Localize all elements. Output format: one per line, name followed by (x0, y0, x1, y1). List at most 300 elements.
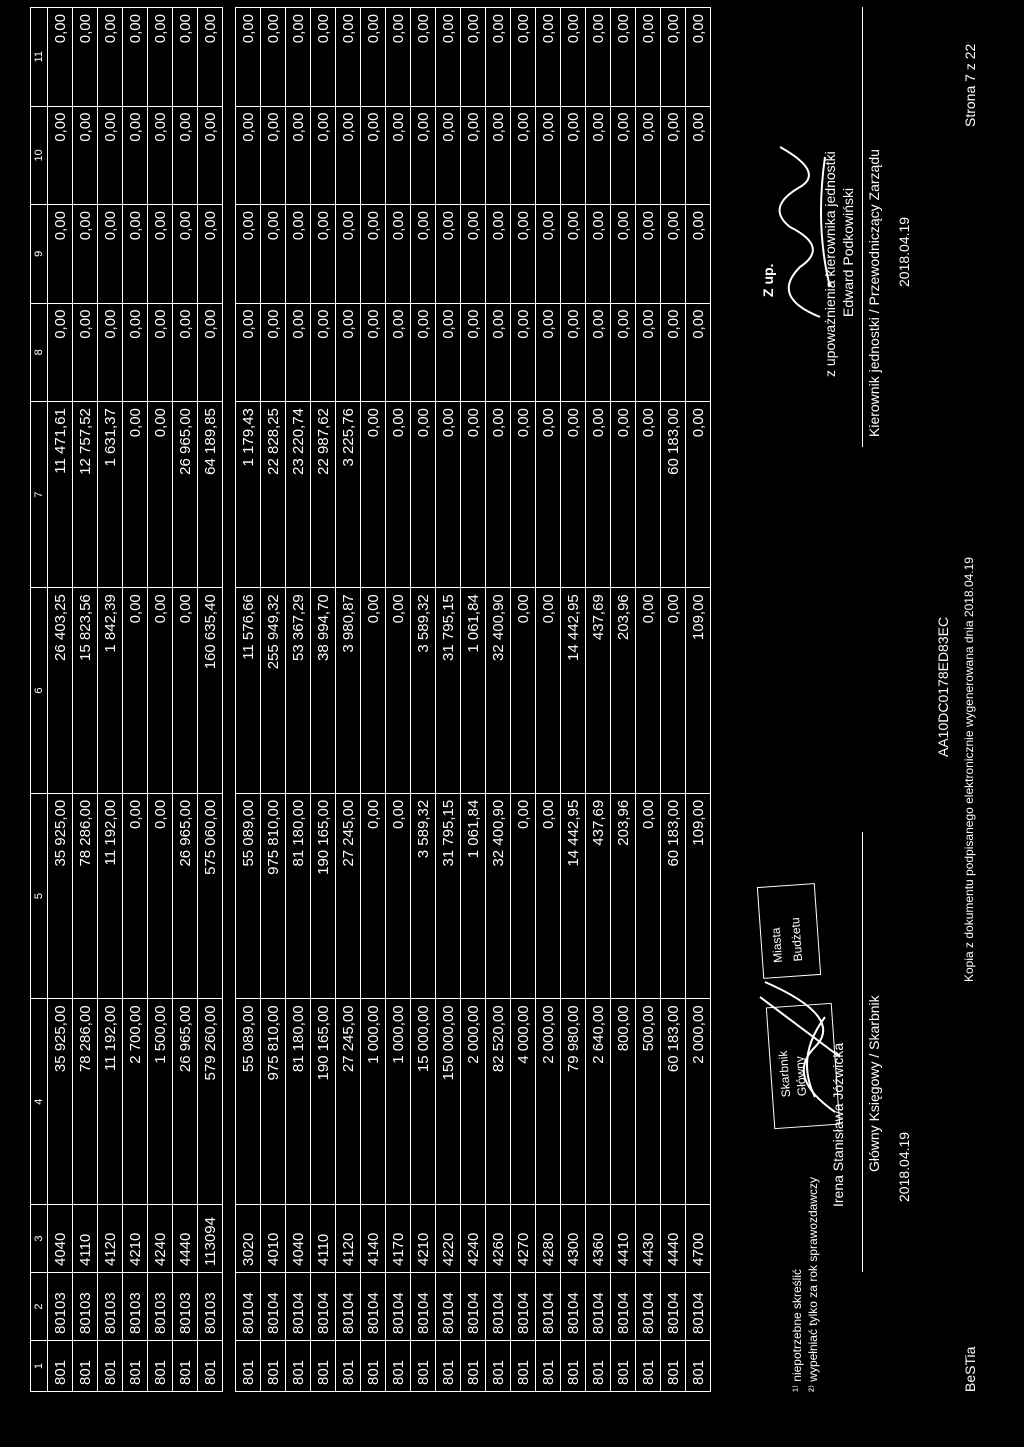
table-cell: 0,00 (636, 303, 661, 402)
table-cell: 801 (436, 1341, 461, 1392)
table-cell: 0,00 (173, 8, 198, 107)
table-row (611, 8, 636, 1392)
table-cell: 0,00 (511, 106, 536, 205)
table-cell: 80103 (173, 1273, 198, 1341)
table-cell: 4360 (586, 1205, 611, 1273)
table-gap-row (223, 8, 236, 1392)
table-cell: 32 400,90 (486, 588, 511, 794)
table-cell: 0,00 (636, 588, 661, 794)
table-cell: 0,00 (536, 106, 561, 205)
table-cell: 27 245,00 (336, 793, 361, 999)
table-cell: 0,00 (361, 303, 386, 402)
table-cell: 0,00 (386, 588, 411, 794)
table-cell: 26 965,00 (173, 999, 198, 1205)
table-cell: 109,00 (686, 588, 711, 794)
table-cell: 81 180,00 (286, 793, 311, 999)
column-header: 5 (31, 793, 48, 999)
table-cell: 801 (236, 1341, 261, 1392)
table-cell: 55 089,00 (236, 793, 261, 999)
table-cell: 801 (261, 1341, 286, 1392)
table-cell: 0,00 (386, 402, 411, 588)
table-row (586, 8, 611, 1392)
table-row (198, 8, 223, 1392)
table-cell: 0,00 (586, 402, 611, 588)
table-body (48, 8, 711, 1392)
table-cell: 0,00 (386, 8, 411, 107)
table-cell: 0,00 (561, 205, 586, 304)
table-cell: 4270 (511, 1205, 536, 1273)
left-name: Irena Stanisława Jóźwicka (830, 1042, 846, 1207)
table-cell: 801 (48, 1341, 73, 1392)
table-cell: 15 823,56 (73, 588, 98, 794)
table-cell: 0,00 (236, 303, 261, 402)
table-cell: 22 987,62 (311, 402, 336, 588)
table-cell: 2 640,00 (586, 999, 611, 1205)
table-row (536, 8, 561, 1392)
table-cell: 0,00 (411, 8, 436, 107)
table-cell: 0,00 (561, 106, 586, 205)
table-cell: 1 631,37 (98, 402, 123, 588)
table-cell: 0,00 (361, 402, 386, 588)
table-cell: 4300 (561, 1205, 586, 1273)
table-cell: 0,00 (123, 793, 148, 999)
table-cell: 0,00 (361, 588, 386, 794)
table-cell: 80104 (586, 1273, 611, 1341)
table-row (386, 8, 411, 1392)
table-cell: 11 471,61 (48, 402, 73, 588)
table-cell: 26 403,25 (48, 588, 73, 794)
table-cell: 0,00 (98, 8, 123, 107)
table-cell: 2 700,00 (123, 999, 148, 1205)
table-cell: 801 (73, 1341, 98, 1392)
table-cell: 0,00 (73, 205, 98, 304)
table-cell: 0,00 (236, 106, 261, 205)
table-cell: 0,00 (198, 8, 223, 107)
table-cell: 1 061,84 (461, 588, 486, 794)
table-cell: 80104 (311, 1273, 336, 1341)
table-cell: 2 000,00 (461, 999, 486, 1205)
column-header: 4 (31, 999, 48, 1205)
table-cell: 190 165,00 (311, 999, 336, 1205)
table-cell: 4700 (686, 1205, 711, 1273)
table-cell: 80104 (336, 1273, 361, 1341)
table-row (486, 8, 511, 1392)
table-cell: 0,00 (661, 8, 686, 107)
table-cell: 801 (361, 1341, 386, 1392)
table-cell: 80104 (561, 1273, 586, 1341)
column-header: 1 (31, 1341, 48, 1392)
table-cell: 0,00 (511, 205, 536, 304)
table-cell: 0,00 (148, 8, 173, 107)
table-cell: 0,00 (561, 402, 586, 588)
table-cell: 26 965,00 (173, 793, 198, 999)
column-header: 9 (31, 205, 48, 304)
table-cell: 0,00 (586, 205, 611, 304)
table-cell: 0,00 (98, 106, 123, 205)
table-cell: 0,00 (123, 402, 148, 588)
table-cell: 79 980,00 (561, 999, 586, 1205)
table-cell: 4120 (336, 1205, 361, 1273)
table-row (123, 8, 148, 1392)
table-cell: 0,00 (636, 205, 661, 304)
column-header: 2 (31, 1273, 48, 1341)
table-cell: 80103 (48, 1273, 73, 1341)
table-cell: 801 (336, 1341, 361, 1392)
table-cell: 4120 (98, 1205, 123, 1273)
table-cell: 0,00 (461, 106, 486, 205)
table-cell: 0,00 (286, 303, 311, 402)
right-name: Edward Podkowiński (840, 187, 856, 317)
table-cell: 190 165,00 (311, 793, 336, 999)
table-cell: 801 (173, 1341, 198, 1392)
table-cell: 0,00 (173, 588, 198, 794)
column-header: 11 (31, 8, 48, 107)
table-header-row (31, 8, 48, 1392)
table-row (561, 8, 586, 1392)
table-cell: 0,00 (198, 205, 223, 304)
table-cell: 26 965,00 (173, 402, 198, 588)
stamp-line-4: Budżetu (788, 917, 806, 962)
table-row (261, 8, 286, 1392)
column-header: 3 (31, 1205, 48, 1273)
table-cell: 0,00 (461, 303, 486, 402)
app-name: BeSTia (962, 1346, 978, 1392)
table-cell: 0,00 (486, 106, 511, 205)
table-cell: 0,00 (636, 793, 661, 999)
footnote-1: ¹⁾ niepotrzebne skreślić (790, 1269, 804, 1392)
table-cell: 0,00 (511, 588, 536, 794)
table-cell: 0,00 (98, 303, 123, 402)
table-cell: 0,00 (686, 402, 711, 588)
table-cell: 80104 (386, 1273, 411, 1341)
table-cell: 1 842,39 (98, 588, 123, 794)
table-cell: 801 (561, 1341, 586, 1392)
table-row (686, 8, 711, 1392)
left-role: Główny Księgowy / Skarbnik (866, 995, 882, 1172)
table-cell: 78 286,00 (73, 793, 98, 999)
table-cell: 801 (511, 1341, 536, 1392)
right-signature-line (862, 7, 863, 447)
table-cell: 2 000,00 (536, 999, 561, 1205)
table-cell: 0,00 (511, 303, 536, 402)
table-cell: 80103 (98, 1273, 123, 1341)
table-row (336, 8, 361, 1392)
table-cell: 80104 (236, 1273, 261, 1341)
table-cell: 4210 (411, 1205, 436, 1273)
table-cell: 0,00 (311, 303, 336, 402)
table-cell: 801 (148, 1341, 173, 1392)
table-cell: 437,69 (586, 588, 611, 794)
table-cell: 0,00 (236, 205, 261, 304)
table-row (236, 8, 261, 1392)
stamp-miasta (757, 883, 821, 979)
table-cell: 11 576,66 (236, 588, 261, 794)
table-cell: 4040 (48, 1205, 73, 1273)
table-cell: 801 (536, 1341, 561, 1392)
table-cell: 0,00 (311, 205, 336, 304)
table-row (661, 8, 686, 1392)
table-cell: 80104 (536, 1273, 561, 1341)
table-cell: 80104 (611, 1273, 636, 1341)
table-cell: 0,00 (611, 402, 636, 588)
table-cell: 0,00 (686, 303, 711, 402)
footnote-2: ²⁾ wypełniać tylko za rok sprawozdawczy (806, 1176, 820, 1392)
table-cell: 80103 (198, 1273, 223, 1341)
table-cell: 109,00 (686, 793, 711, 999)
table-cell: 3 225,76 (336, 402, 361, 588)
table-cell: 801 (386, 1341, 411, 1392)
table-cell: 80103 (123, 1273, 148, 1341)
table-cell: 4210 (123, 1205, 148, 1273)
right-role: Kierownik jednostki / Przewodniczący Zarządu (866, 149, 882, 437)
table-cell: 0,00 (461, 402, 486, 588)
table-cell: 0,00 (636, 106, 661, 205)
table-cell: 0,00 (48, 205, 73, 304)
left-signature-line (862, 832, 863, 1272)
table-cell: 801 (686, 1341, 711, 1392)
table-cell: 0,00 (686, 106, 711, 205)
table-cell: 80104 (286, 1273, 311, 1341)
table-cell: 0,00 (286, 205, 311, 304)
table-cell: 0,00 (511, 402, 536, 588)
table-cell: 78 286,00 (73, 999, 98, 1205)
table-cell: 579 260,00 (198, 999, 223, 1205)
table-cell: 64 189,85 (198, 402, 223, 588)
table-cell: 0,00 (611, 205, 636, 304)
table-cell: 801 (636, 1341, 661, 1392)
table-cell: 0,00 (311, 8, 336, 107)
table-cell: 0,00 (511, 793, 536, 999)
copy-note: Kopia z dokumentu podpisanego elektronicznie wygenerowana dnia 2018.04.19 (962, 557, 976, 982)
data-table (30, 7, 711, 1392)
table-cell: 801 (461, 1341, 486, 1392)
table-cell: 0,00 (386, 303, 411, 402)
table-cell: 0,00 (148, 303, 173, 402)
table-cell: 0,00 (48, 8, 73, 107)
table-cell: 0,00 (636, 8, 661, 107)
table-cell: 575 060,00 (198, 793, 223, 999)
table-cell: 0,00 (611, 303, 636, 402)
table-cell: 0,00 (411, 303, 436, 402)
table-cell: 0,00 (486, 303, 511, 402)
table-cell: 0,00 (586, 106, 611, 205)
table-cell: 0,00 (48, 303, 73, 402)
table-cell: 14 442,95 (561, 793, 586, 999)
table-cell: 0,00 (361, 8, 386, 107)
table-cell: 4260 (486, 1205, 511, 1273)
table-cell: 0,00 (536, 205, 561, 304)
table-cell: 4440 (661, 1205, 686, 1273)
column-header: 10 (31, 106, 48, 205)
table-cell: 0,00 (411, 205, 436, 304)
z-up-text: Z up. (760, 263, 776, 297)
table-cell: 4430 (636, 1205, 661, 1273)
table-cell: 0,00 (536, 793, 561, 999)
table-cell: 0,00 (386, 106, 411, 205)
table-cell: 3 589,32 (411, 588, 436, 794)
table-cell: 0,00 (411, 402, 436, 588)
table-row (436, 8, 461, 1392)
table-row (311, 8, 336, 1392)
table-cell: 0,00 (173, 205, 198, 304)
table-cell: 11 192,00 (98, 999, 123, 1205)
table-cell: 35 925,00 (48, 999, 73, 1205)
table-cell: 0,00 (661, 588, 686, 794)
table-cell: 31 795,15 (436, 793, 461, 999)
table-cell: 0,00 (686, 205, 711, 304)
table-row (148, 8, 173, 1392)
table-cell: 0,00 (48, 106, 73, 205)
table-cell: 150 000,00 (436, 999, 461, 1205)
table-cell: 80104 (661, 1273, 686, 1341)
table-cell: 0,00 (661, 303, 686, 402)
table-cell: 0,00 (73, 8, 98, 107)
table-cell: 0,00 (311, 106, 336, 205)
table-cell: 801 (98, 1341, 123, 1392)
table-cell: 0,00 (561, 303, 586, 402)
table-cell: 23 220,74 (286, 402, 311, 588)
table-cell: 31 795,15 (436, 588, 461, 794)
table-cell: 0,00 (261, 205, 286, 304)
table-cell: 0,00 (123, 303, 148, 402)
table-cell: 800,00 (611, 999, 636, 1205)
table-cell: 801 (123, 1341, 148, 1392)
table-cell: 15 000,00 (411, 999, 436, 1205)
table-cell: 4010 (261, 1205, 286, 1273)
table-cell: 4280 (536, 1205, 561, 1273)
table-cell: 801 (611, 1341, 636, 1392)
column-header: 7 (31, 402, 48, 588)
table-cell: 4040 (286, 1205, 311, 1273)
table-row (73, 8, 98, 1392)
table-cell: 1 000,00 (361, 999, 386, 1205)
table-row (411, 8, 436, 1392)
table-row (511, 8, 536, 1392)
table-cell: 0,00 (286, 8, 311, 107)
table-cell: 0,00 (361, 205, 386, 304)
table-cell: 11 192,00 (98, 793, 123, 999)
table-cell: 4220 (436, 1205, 461, 1273)
table-cell: 1 500,00 (148, 999, 173, 1205)
table-cell: 80104 (461, 1273, 486, 1341)
table-cell: 38 994,70 (311, 588, 336, 794)
table-cell: 0,00 (173, 303, 198, 402)
column-header: 6 (31, 588, 48, 794)
table-row (98, 8, 123, 1392)
table-cell: 22 828,25 (261, 402, 286, 588)
table-cell: 0,00 (436, 303, 461, 402)
table-cell: 80104 (486, 1273, 511, 1341)
table-cell: 0,00 (536, 588, 561, 794)
table-cell: 0,00 (436, 106, 461, 205)
table-cell: 12 757,52 (73, 402, 98, 588)
table-cell: 80104 (686, 1273, 711, 1341)
table-cell: 1 000,00 (386, 999, 411, 1205)
table-cell: 255 949,32 (261, 588, 286, 794)
table-cell: 0,00 (386, 205, 411, 304)
table-cell: 1 061,84 (461, 793, 486, 999)
table-cell: 4110 (73, 1205, 98, 1273)
table-cell: 975 810,00 (261, 793, 286, 999)
table-cell: 80104 (261, 1273, 286, 1341)
table-cell: 80104 (411, 1273, 436, 1341)
table-cell: 801 (661, 1341, 686, 1392)
table-cell: 81 180,00 (286, 999, 311, 1205)
table-cell: 801 (486, 1341, 511, 1392)
table-cell: 0,00 (148, 205, 173, 304)
table-cell: 0,00 (486, 205, 511, 304)
table-cell: 0,00 (261, 106, 286, 205)
left-date: 2018.04.19 (896, 1131, 912, 1202)
table-cell: 4240 (461, 1205, 486, 1273)
table-cell: 0,00 (536, 8, 561, 107)
table-cell: 801 (198, 1341, 223, 1392)
table-cell: 0,00 (148, 402, 173, 588)
stamp-line-2: Główny (792, 1055, 810, 1097)
table-cell: 0,00 (436, 8, 461, 107)
table-cell: 0,00 (73, 303, 98, 402)
table-cell: 80104 (636, 1273, 661, 1341)
table-cell: 4410 (611, 1205, 636, 1273)
gap-cell (223, 8, 236, 1392)
table-cell: 4140 (361, 1205, 386, 1273)
table-cell: 60 183,00 (661, 793, 686, 999)
table-cell: 0,00 (361, 793, 386, 999)
table-cell: 0,00 (661, 205, 686, 304)
table-cell: 0,00 (586, 8, 611, 107)
table-cell: 60 183,00 (661, 999, 686, 1205)
table-cell: 801 (586, 1341, 611, 1392)
table-cell: 80104 (436, 1273, 461, 1341)
table-cell: 113094 (198, 1205, 223, 1273)
table-cell: 80104 (511, 1273, 536, 1341)
table-cell: 0,00 (386, 793, 411, 999)
document-code: AA10DC0178ED83EC (935, 616, 951, 757)
table-cell: 0,00 (536, 303, 561, 402)
table-cell: 0,00 (336, 303, 361, 402)
table-cell: 801 (411, 1341, 436, 1392)
table-cell: 0,00 (611, 106, 636, 205)
table-cell: 0,00 (536, 402, 561, 588)
table-row (48, 8, 73, 1392)
table-row (286, 8, 311, 1392)
table-cell: 0,00 (123, 205, 148, 304)
table-cell: 0,00 (336, 205, 361, 304)
table-cell: 437,69 (586, 793, 611, 999)
table-cell: 0,00 (148, 106, 173, 205)
table-cell: 203,96 (611, 793, 636, 999)
table-cell: 0,00 (561, 8, 586, 107)
table-cell: 0,00 (73, 106, 98, 205)
table-cell: 4 000,00 (511, 999, 536, 1205)
table-cell: 0,00 (173, 106, 198, 205)
table-cell: 2 000,00 (686, 999, 711, 1205)
table-cell: 0,00 (261, 8, 286, 107)
table-cell: 60 183,00 (661, 402, 686, 588)
table-cell: 0,00 (123, 106, 148, 205)
table-cell: 0,00 (686, 8, 711, 107)
stamp-line-1: Skarbnik (775, 1050, 794, 1098)
table-cell: 3 980,87 (336, 588, 361, 794)
table-cell: 0,00 (148, 588, 173, 794)
table-cell: 14 442,95 (561, 588, 586, 794)
table-cell: 0,00 (286, 106, 311, 205)
page-number: Strona 7 z 22 (962, 43, 978, 127)
table-cell: 53 367,29 (286, 588, 311, 794)
table-cell: 4110 (311, 1205, 336, 1273)
table-cell: 4170 (386, 1205, 411, 1273)
table-row (361, 8, 386, 1392)
